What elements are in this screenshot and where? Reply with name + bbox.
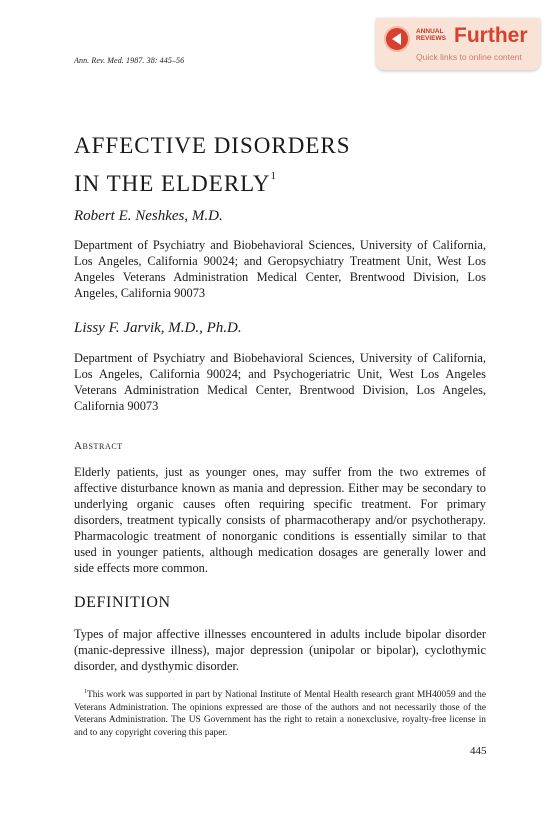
footnote-mark: 1 [84, 689, 87, 695]
author-2-affiliation: Department of Psychiatry and Biobehavioral Sciences, University of California, Los Angeles, California 90024; and Psychogeriatric Unit, West Los Angeles Veterans Administration Medical Center, Brentwood Division, Los Angeles, California 90073 [74, 351, 486, 413]
title-line-2-text: IN THE ELDERLY [74, 171, 271, 196]
footnote-text: This work was supported in part by National Institute of Mental Health research grant MH40059 and the Veterans Administration. The opinions expressed are those of the authors and not necessarily those of the Veterans Administration. The US Government has the right to retain a nonexclusive, royalty-free license in and to any copyright covering this paper. [74, 690, 486, 738]
further-brand-small [416, 28, 446, 42]
author-1-name: Robert E. Neshkes, M.D. [74, 208, 223, 224]
page-number: 445 [470, 745, 487, 757]
further-subtitle: Quick links to online content [416, 52, 522, 62]
title-line-1: AFFECTIVE DISORDERS [74, 133, 351, 158]
definition-heading: DEFINITION [74, 594, 171, 611]
article-title [74, 131, 351, 199]
further-brand-line2: REVIEWS [416, 35, 446, 42]
title-line-2 [74, 161, 351, 199]
journal-citation: Ann. Rev. Med. 1987. 38: 445–56 [74, 56, 185, 65]
further-wordmark: Further [454, 24, 528, 47]
title-footnote-mark: 1 [270, 170, 277, 182]
left-triangle-icon [391, 32, 403, 46]
further-link-button[interactable] [384, 26, 410, 52]
abstract-heading: Abstract [74, 440, 123, 452]
abstract-text: Elderly patients, just as younger ones, may suffer from the two extremes of affective disturbance known as mania and depression. Either may be secondary to underlying organic causes often requiring specific treatment. For primary disorders, treatment typically consists of pharmacotherapy and/or psychotherapy. Pharmacologic treatment of nonorganic conditions is essentially similar to that used in younger patients, although medication dosages are generally lower and side effects more common. [74, 465, 486, 575]
annual-reviews-further-badge[interactable] [376, 18, 540, 70]
footnote [74, 686, 486, 739]
definition-text: Types of major affective illnesses encountered in adults include bipolar disorder (manic-depressive illness), major depression (unipolar or bipolar), cyclothymic disorder, and dysthymic disorder. [74, 627, 486, 673]
further-brand-line1: ANNUAL [416, 28, 444, 35]
author-2-name: Lissy F. Jarvik, M.D., Ph.D. [74, 320, 242, 336]
author-1-affiliation: Department of Psychiatry and Biobehavioral Sciences, University of California, Los Angeles, California 90024; and Geropsychiatry Treatment Unit, West Los Angeles Veterans Administration Medical Center, Brentwood Division, Los Angeles, California 90073 [74, 238, 486, 300]
